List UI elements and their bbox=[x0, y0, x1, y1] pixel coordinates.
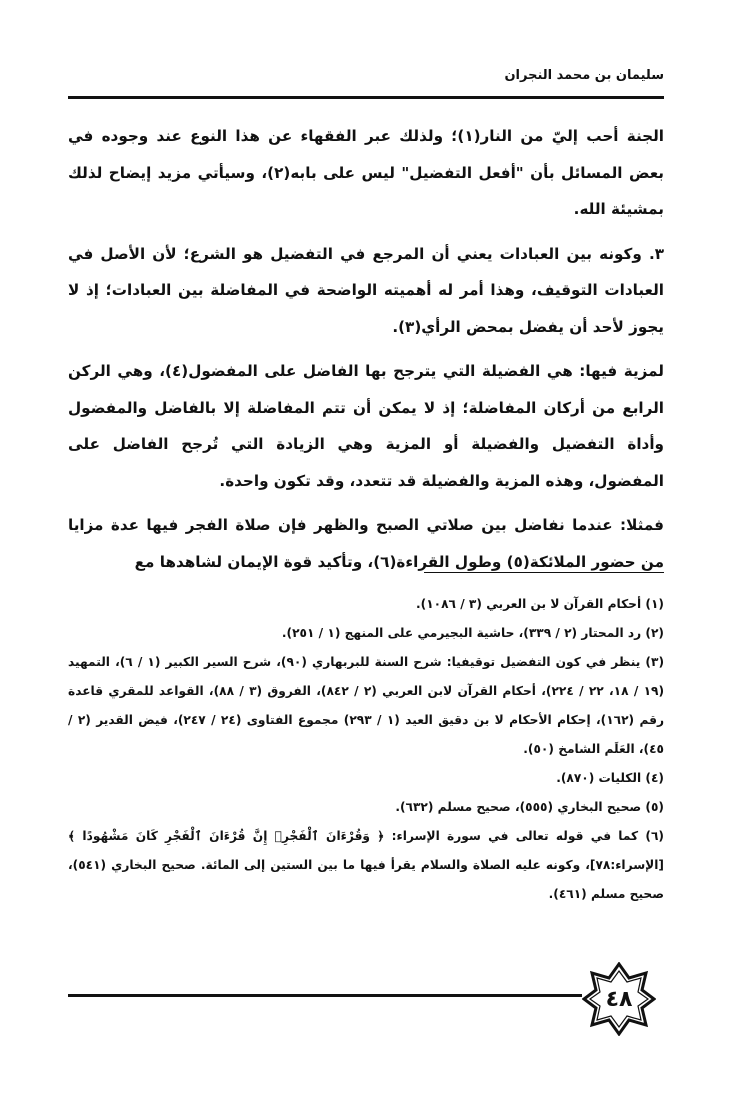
paragraph-text: فمثلا: عندما نفاضل بين صلاتي الصبح والظهر فإن صلاة الفجر فيها عدة مزايا من حضور الملائكة(٥) وطول القراءة(٦)، وتأكيد قوة الإيمان لشاهدها مع bbox=[68, 516, 664, 571]
footnote-text: (٦) كما في قوله تعالى في سورة الإسراء: bbox=[384, 829, 664, 843]
main-text bbox=[68, 118, 664, 584]
footnote: (٤) الكليات (٨٧٠). bbox=[556, 771, 664, 785]
footnotes bbox=[68, 590, 664, 909]
paragraph bbox=[68, 118, 664, 228]
header-divider bbox=[68, 96, 664, 99]
paragraph-text: هي الفضيلة التي يترجح بها الفاضل على المفضول(٤)، وهي الركن الرابع من أركان المفاضلة؛ إذ لا يمكن أن تتم المفاضلة إلا بالفاضل والمفضول وأداة التفضيل والفضيلة أو المزية وهي الزيادة التي تُرجح الفاضل على المفضول، وهذه المزية والفضيلة قد تتعدد، وقد تكون واحدة. bbox=[68, 362, 664, 490]
paragraph-text: ٣. وكونه بين العبادات يعني أن المرجع في التفضيل هو الشرع؛ لأن الأصل في العبادات التوقيف، وهذا أمر له أهميته الواضحة في المفاضلة بين العبادات؛ إذ لا يجوز لأحد أن يفضل بمحض الرأي(٣). bbox=[68, 244, 664, 336]
footnote bbox=[68, 822, 664, 909]
footnote-text: [الإسراء:٧٨]، وكونه عليه الصلاة والسلام يقرأ فيها ما بين الستين إلى المائة. صحيح البخاري (٥٤١)، صحيح مسلم (٤٦١). bbox=[68, 858, 664, 901]
page-number-badge bbox=[582, 962, 656, 1036]
running-header: سليمان بن محمد النجران bbox=[504, 68, 664, 83]
footnote: (١) أحكام القرآن لا بن العربي (٣ / ١٠٨٦). bbox=[416, 597, 664, 611]
footer-divider bbox=[68, 994, 582, 997]
footnote-divider bbox=[424, 572, 664, 573]
footnote: (٥) صحيح البخاري (٥٥٥)، صحيح مسلم (٦٣٢). bbox=[395, 800, 664, 814]
quran-verse: ﴿ وَقُرْءَانَ ٱلْفَجْرِۖ إِنَّ قُرْءَانَ ٱلْفَجْرِ كَانَ مَشْهُودًا ﴾ bbox=[68, 829, 385, 843]
footnote: (٣) ينظر في كون التفضيل توقيفيا: شرح السنة للبربهاري (٩٠)، شرح السير الكبير (١ / ٦)، التمهيد (١٩ / ١٨، ٢٢ / ٢٢٤)، أحكام القرآن لابن العربي (٢ / ٨٤٢)، الفروق (٣ / ٨٨)، القواعد للمقري قاعدة رقم (١٦٢)، إحكام الأحكام لا بن دقيق العيد (١ / ٢٩٣) مجموع الفتاوى (٢٤ / ٢٤٧)، فيض القدير (٢ / ٤٥)، العَلَم الشامخ (٥٠). bbox=[68, 655, 665, 756]
paragraph bbox=[68, 236, 664, 346]
paragraph-term: لمزية فيها: bbox=[579, 362, 665, 380]
paragraph bbox=[68, 353, 664, 499]
footnote: (٢) رد المحتار (٢ / ٣٣٩)، حاشية البجيرمي على المنهج (١ / ٢٥١). bbox=[281, 626, 664, 640]
paragraph bbox=[68, 507, 664, 580]
paragraph-text: الجنة أحب إليّ من النار(١)؛ ولذلك عبر الفقهاء عن هذا النوع عند وجوده في بعض المسائل بأن "أفعل التفضيل" ليس على بابه(٢)، وسيأتي مزيد إيضاح لذلك بمشيئة الله. bbox=[68, 127, 665, 218]
page-number: ٤٨ bbox=[605, 986, 633, 1012]
